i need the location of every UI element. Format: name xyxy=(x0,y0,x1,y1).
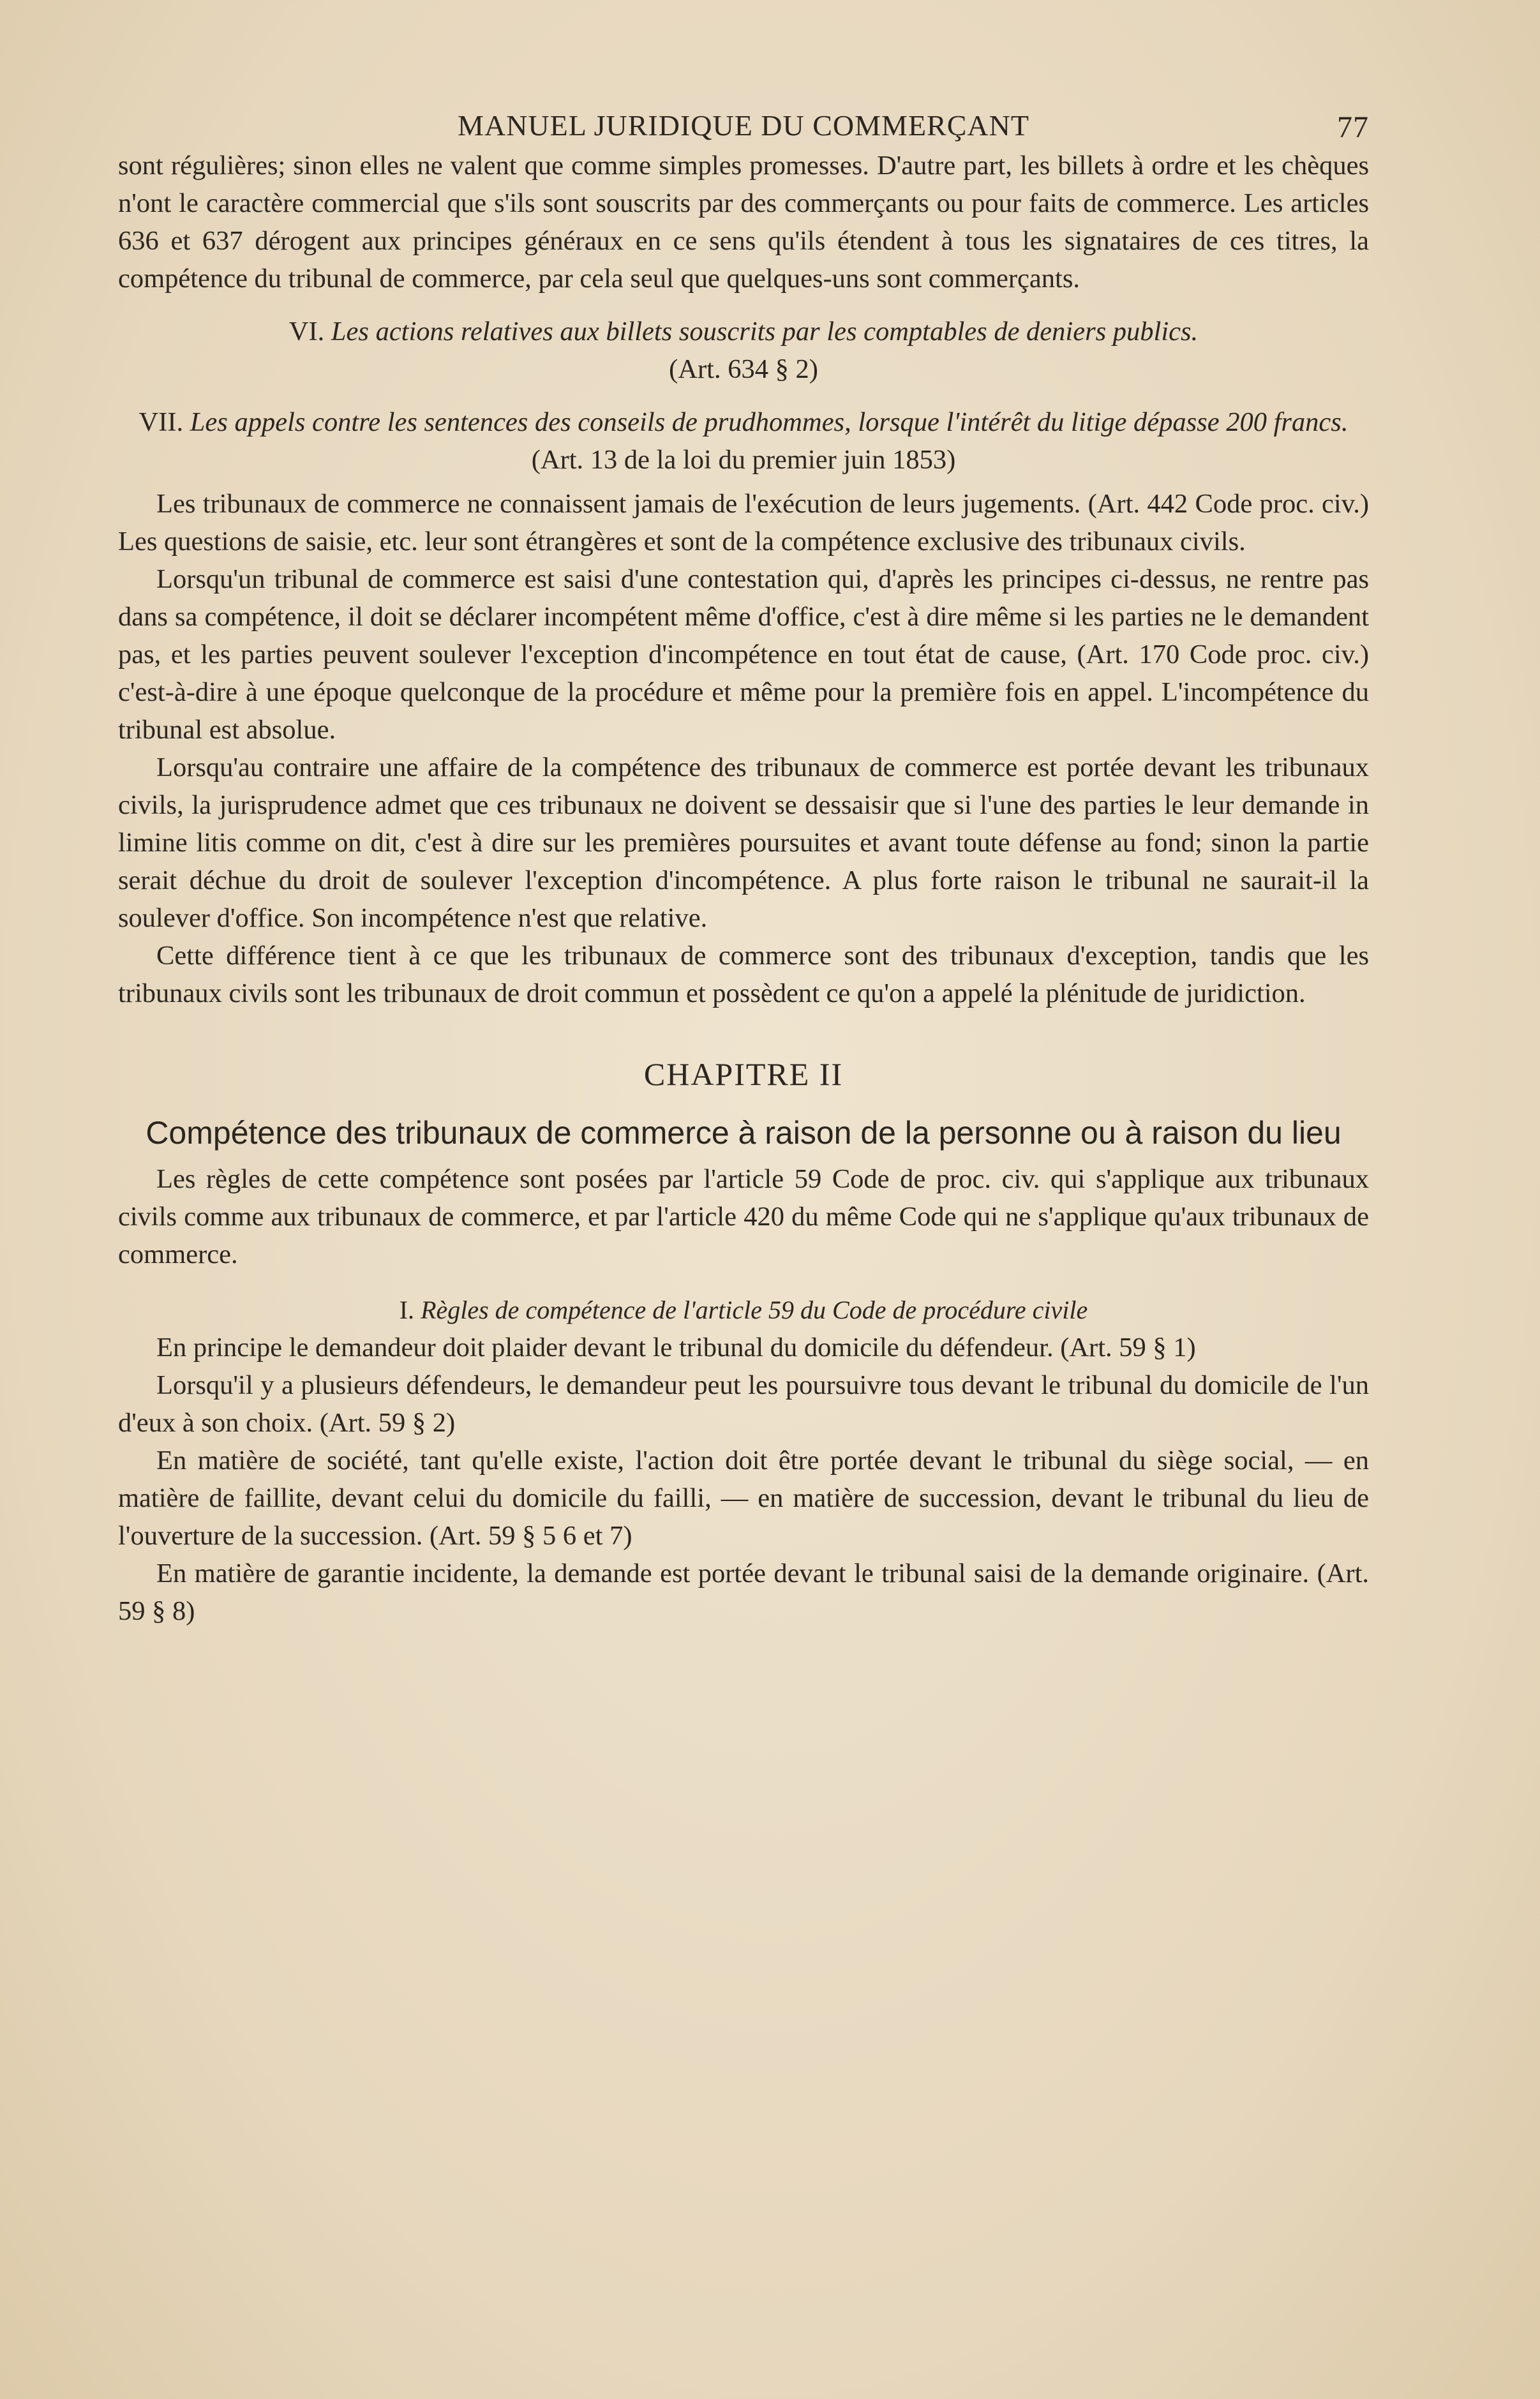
chapter-heading: Compétence des tribunaux de commerce à raison de la personne ou à raison du lieu xyxy=(146,1115,1342,1151)
list-item-vi xyxy=(118,313,1369,388)
section-heading xyxy=(118,1295,1369,1325)
paragraph: Les règles de cette compétence sont posées par l'article 59 Code de proc. civ. qui s'applique aux tribunaux civils comme aux tribunaux de commerce, et par l'article 420 du même Code qui ne s'applique qu'aux tribunaux de commerce. xyxy=(118,1164,1369,1269)
running-header xyxy=(118,96,1369,147)
paragraph: Lorsqu'un tribunal de commerce est saisi d'une contestation qui, d'après les principes ci-dessus, ne rentre pas dans sa compétence, il doit se déclarer incompétent même d'office, c'est à dire même si les parties ne le demandent pas, et les parties peuvent soulever l'exception d'incompétence en tout état de cause, (Art. 170 Code proc. civ.) c'est-à-dire à une époque quelconque de la procédure et même pour la première fois en appel. L'incompétence du tribunal est absolue. xyxy=(118,564,1369,745)
paragraph: Lorsqu'il y a plusieurs défendeurs, le demandeur peut les poursuivre tous devant le tribunal du domicile de l'un d'eux à son choix. (Art. 59 § 2) xyxy=(118,1370,1369,1438)
paragraph: En principe le demandeur doit plaider devant le tribunal du domicile du défendeur. (Art. 59 § 1) xyxy=(156,1333,1196,1363)
section-title: Règles de compétence de l'article 59 du Code de procédure civile xyxy=(421,1296,1088,1324)
paragraph: En matière de société, tant qu'elle existe, l'action doit être portée devant le tribunal du siège social, — en matière de faillite, devant celui du domicile du failli, — en matière de succession, devant le tribunal du lieu de l'ouverture de la succession. (Art. 59 § 5 6 et 7) xyxy=(118,1446,1369,1551)
paragraph: Lorsqu'au contraire une affaire de la compétence des tribunaux de commerce est portée devant les tribunaux civils, la jurisprudence admet que ces tribunaux ne doivent se dessaisir que si l'une des parties le leur demande in limine litis comme on dit, c'est à dire sur les premières poursuites et avant toute défense au fond; sinon la partie serait déchue du droit de soulever l'exception d'incompétence. A plus forte raison le tribunal ne saurait-il la soulever d'office. Son incompétence n'est que relative. xyxy=(118,752,1369,933)
section-number: I. xyxy=(399,1296,415,1324)
item-text: Les actions relatives aux billets souscrits par les comptables de deniers publics. xyxy=(331,317,1199,347)
document-page xyxy=(118,96,1369,1630)
running-title: MANUEL JURIDIQUE DU COMMERÇANT xyxy=(458,109,1029,142)
item-text: Les appels contre les sentences des conseils de prudhommes, lorsque l'intérêt du litige dépasse 200 francs. xyxy=(190,407,1349,437)
paragraph-continued: sont régulières; sinon elles ne valent que comme simples promesses. D'autre part, les billets à ordre et les chèques n'ont le caractère commercial que s'ils sont souscrits par des commerçants ou pour faits de commerce. Les articles 636 et 637 dérogent aux principes généraux en ce sens qu'ils étendent à tous les signataires de ces titres, la compétence du tribunal de commerce, par cela seul que quelques-uns sont commerçants. xyxy=(118,151,1369,294)
paragraph: Cette différence tient à ce que les tribunaux de commerce sont des tribunaux d'exception, tandis que les tribunaux civils sont les tribunaux de droit commun et possèdent ce qu'on a appelé la plénitude de juridiction. xyxy=(118,941,1369,1008)
list-item-vii xyxy=(118,403,1369,479)
item-reference: (Art. 13 de la loi du premier juin 1853) xyxy=(531,445,956,475)
paragraph: Les tribunaux de commerce ne connaissent jamais de l'exécution de leurs jugements. (Art. 442 Code proc. civ.) Les questions de saisie, etc. leur sont étrangères et sont de la compétence exclusive des tribunaux civils. xyxy=(118,489,1369,557)
page-number: 77 xyxy=(1337,110,1369,144)
chapter-label: CHAPITRE II xyxy=(643,1056,844,1092)
paragraph: En matière de garantie incidente, la demande est portée devant le tribunal saisi de la demande originaire. (Art. 59 § 8) xyxy=(118,1558,1369,1626)
item-number: VI. xyxy=(288,317,325,347)
item-number: VII. xyxy=(138,407,184,437)
item-reference: (Art. 634 § 2) xyxy=(669,354,818,384)
